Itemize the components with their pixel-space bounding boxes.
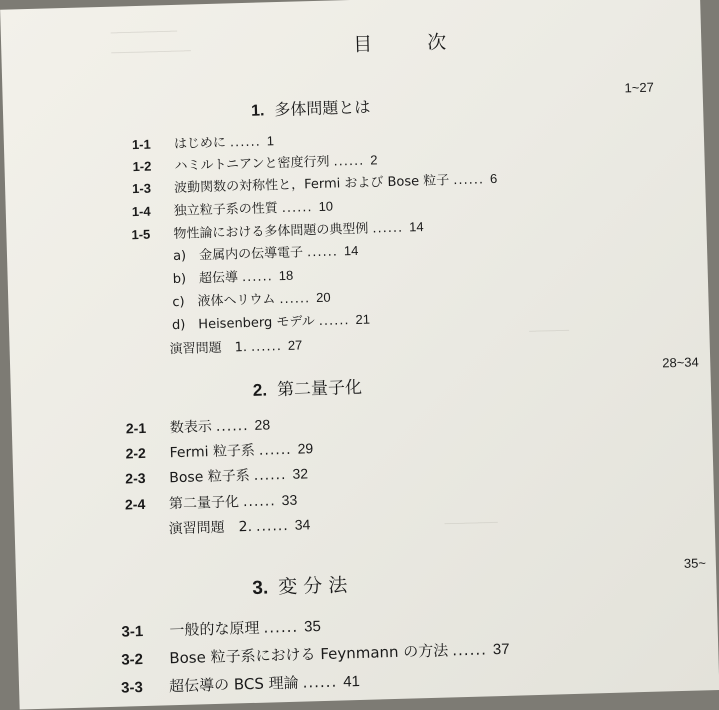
page-number: 14 (408, 219, 424, 235)
page-number: 41 (342, 672, 361, 691)
subsection-title: a) 金属内の伝導電子 (172, 245, 304, 265)
section-number: 3-1 (121, 623, 144, 641)
leader-dots: ...... (242, 493, 276, 511)
chapter-title: 変 分 法 (277, 574, 348, 599)
leader-dots: ...... (281, 200, 313, 216)
section-number: 1-4 (131, 203, 151, 220)
section-number: 2-1 (125, 419, 147, 437)
bleed-through-text: ──────────── (111, 44, 192, 60)
page-title: 目 次 (352, 30, 465, 56)
leader-dots: ...... (333, 153, 365, 170)
leader-dots: ...... (306, 244, 339, 261)
section-title: Fermi 粒子系 (169, 442, 256, 462)
page-number: 14 (343, 242, 359, 259)
page-number: 37 (492, 640, 510, 659)
section-number: 2-2 (125, 444, 147, 462)
section-title: 独立粒子系の性質 (173, 201, 279, 219)
section-title: Bose 粒子系における Feynmann の方法 (169, 641, 449, 668)
section-number: 3-2 (121, 651, 144, 669)
chapter-page-range: 1~27 (624, 79, 655, 96)
leader-dots: ...... (215, 418, 249, 435)
page-number: 20 (315, 289, 331, 306)
section-number: 2-3 (125, 469, 146, 487)
subsection-title: c) 液体ヘリウム (172, 292, 276, 311)
section-title: Bose 粒子系 (169, 467, 251, 487)
section-title: 第二量子化 (168, 494, 240, 513)
page-number: 27 (287, 337, 303, 353)
toc-subentry (169, 334, 302, 357)
toc-subentry (172, 309, 371, 334)
leader-dots: ...... (302, 672, 338, 692)
toc-subentry (172, 287, 331, 310)
toc-entry (126, 414, 271, 438)
toc-entry (125, 463, 308, 488)
chapter-title: 第二量子化 (276, 377, 363, 401)
chapter-number: 2. (252, 380, 268, 400)
section-number: 1-2 (132, 158, 152, 175)
page-number: 29 (297, 440, 314, 457)
toc-subentry (168, 514, 310, 538)
section-number: 2-4 (124, 495, 146, 513)
exercise-title: 演習問題 2. (168, 518, 253, 538)
section-number: 3-3 (120, 679, 144, 697)
chapter-number: 1. (250, 102, 265, 120)
page-number: 33 (281, 491, 298, 509)
section-number: 1-3 (131, 180, 152, 197)
leader-dots: ...... (279, 291, 311, 308)
bleed-through-text: ────── (529, 324, 570, 339)
section-title: 数表示 (169, 419, 213, 437)
toc-entry (121, 638, 510, 670)
section-title: 波動関数の対称性と，Fermi および Bose 粒子 (173, 173, 450, 196)
page-number: 28 (254, 416, 271, 433)
subsection-title: b) 超伝導 (172, 270, 239, 288)
bleed-through-text: ────────── (110, 24, 178, 40)
toc-entry (121, 615, 321, 642)
chapter-heading (252, 570, 348, 600)
toc-entry (131, 216, 424, 243)
page-number: 10 (318, 198, 334, 214)
bleed-through-text: ──────── (444, 516, 498, 531)
page-number: 18 (278, 267, 294, 284)
leader-dots: ...... (318, 313, 350, 329)
toc-entry (125, 438, 313, 463)
section-title: はじめに (173, 135, 227, 152)
page-number: 32 (292, 465, 309, 482)
leader-dots: ...... (241, 269, 274, 286)
chapter-heading (252, 373, 362, 401)
subsection-title: d) Heisenberg モデル (171, 314, 316, 334)
section-title: 超伝導の BCS 理論 (168, 673, 299, 696)
leader-dots: ...... (263, 617, 299, 637)
section-title: 物性論における多体問題の典型例 (173, 221, 369, 243)
toc-entry (125, 490, 298, 515)
toc-entry (132, 196, 334, 221)
chapter-page-range: 28~34 (662, 354, 699, 371)
leader-dots: ...... (255, 517, 289, 535)
section-number: 1-5 (131, 226, 151, 243)
toc-entry (121, 670, 360, 698)
toc-subentry (172, 265, 293, 287)
page-number: 1 (266, 133, 275, 149)
chapter-number: 3. (252, 577, 269, 599)
section-number: 1-1 (131, 136, 151, 153)
page-number: 34 (294, 516, 311, 533)
page-number: 35 (303, 618, 322, 636)
chapter-page-range: 35~ (683, 555, 707, 571)
leader-dots: ...... (372, 220, 404, 237)
toc-entry (132, 149, 377, 175)
leader-dots: ...... (452, 640, 488, 660)
section-title: 一般的な原理 (169, 618, 260, 640)
exercise-title: 演習問題 1. (169, 340, 248, 358)
leader-dots: ...... (250, 339, 283, 355)
page-number: 6 (489, 170, 498, 187)
chapter-title: 多体問題とは (274, 97, 371, 120)
toc-subentry (173, 240, 359, 264)
leader-dots: ...... (258, 441, 292, 459)
leader-dots: ...... (453, 172, 485, 189)
leader-dots: ...... (229, 134, 261, 151)
chapter-heading (251, 94, 371, 120)
page-number: 21 (355, 311, 371, 327)
leader-dots: ...... (253, 466, 287, 484)
page-number: 2 (370, 152, 378, 168)
section-title: ハミルトニアンと密度行列 (174, 154, 330, 174)
toc-entry (132, 130, 275, 153)
